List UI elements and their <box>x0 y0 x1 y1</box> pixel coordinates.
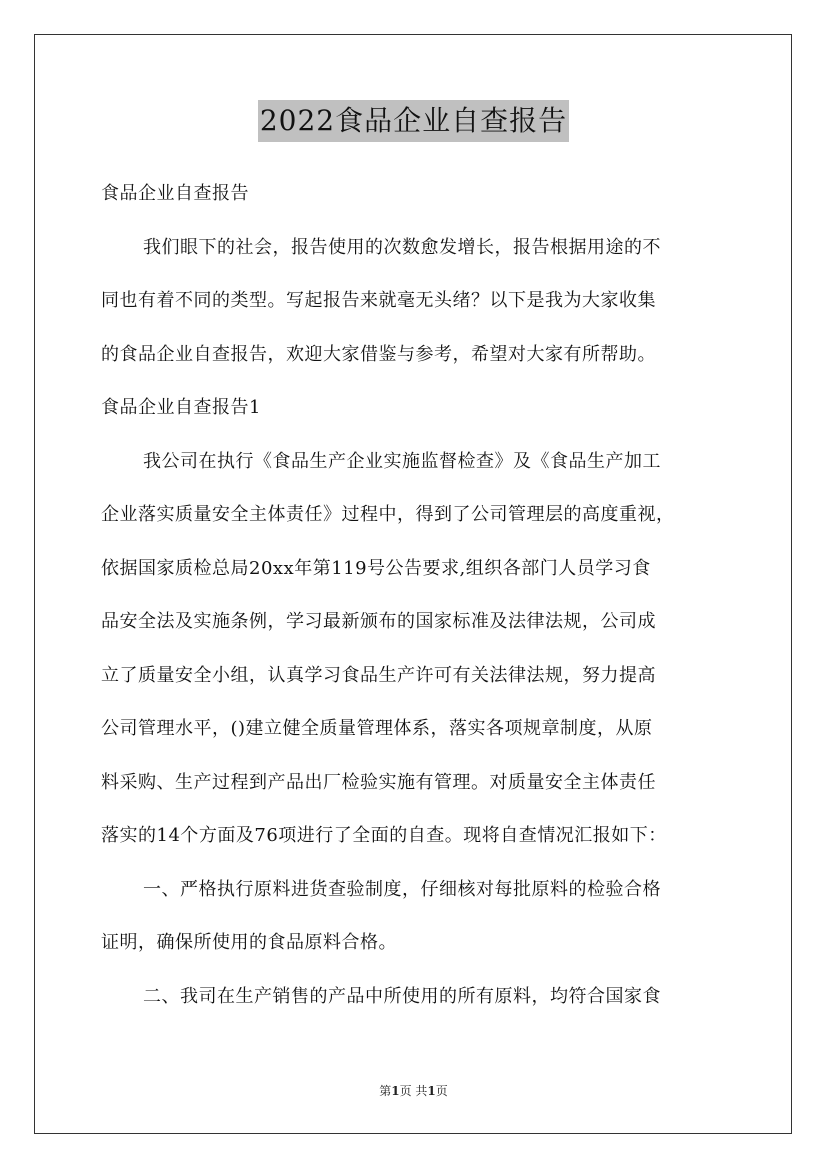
section-heading <box>101 167 727 221</box>
text-line: 食品企业自查报告1 <box>101 397 261 418</box>
page-total: 1 <box>427 1084 436 1098</box>
text-line: 二、我司在生产销售的产品中所使用的所有原料，均符合国家食 <box>143 985 661 1007</box>
text-line: 一、严格执行原料进货查验制度，仔细核对每批原料的检验合格 <box>143 878 661 900</box>
text-line: 料采购、生产过程到产品出厂检验实施有管理。对质量安全主体责任 <box>101 771 656 793</box>
text-line: 我们眼下的社会，报告使用的次数愈发增长，报告根据用途的不 <box>143 236 661 258</box>
text-line: 落实的14个方面及76项进行了全面的自查。现将自查情况汇报如下： <box>101 825 667 846</box>
text-line: 企业落实质量安全主体责任》过程中，得到了公司管理层的高度重视， <box>101 504 675 525</box>
page-footer <box>0 1082 827 1099</box>
document-body <box>101 167 727 1023</box>
body-paragraph <box>101 970 727 1024</box>
document-title: 2022食品企业自查报告 <box>258 100 569 142</box>
intro-paragraph <box>101 221 727 382</box>
text-line: 依据国家质检总局20xx年第119号公告要求,组织各部门人员学习食 <box>101 557 651 579</box>
section-heading <box>101 381 727 435</box>
text-line: 同也有着不同的类型。写起报告来就毫无头绪？以下是我为大家收集 <box>101 290 656 311</box>
text-line: 品安全法及实施条例，学习最新颁布的国家标准及法律法规，公司成 <box>101 611 656 632</box>
body-paragraph <box>101 863 727 970</box>
page-current: 1 <box>391 1084 400 1098</box>
page-suffix: 页 <box>435 1084 448 1098</box>
page-mid: 页 共 <box>399 1084 428 1098</box>
text-line: 立了质量安全小组，认真学习食品生产许可有关法律法规，努力提高 <box>101 664 656 686</box>
body-paragraph <box>101 435 727 863</box>
text-line: 的食品企业自查报告，欢迎大家借鉴与参考，希望对大家有所帮助。 <box>101 343 656 365</box>
text-line: 公司管理水平，()建立健全质量管理体系，落实各项规章制度，从原 <box>101 718 653 739</box>
text-line: 证明，确保所使用的食品原料合格。 <box>101 932 397 953</box>
title-container <box>0 100 827 142</box>
text-line: 我公司在执行《食品生产企业实施监督检查》及《食品生产加工 <box>143 450 661 472</box>
page-prefix: 第 <box>379 1084 392 1098</box>
text-line: 食品企业自查报告 <box>101 183 249 204</box>
